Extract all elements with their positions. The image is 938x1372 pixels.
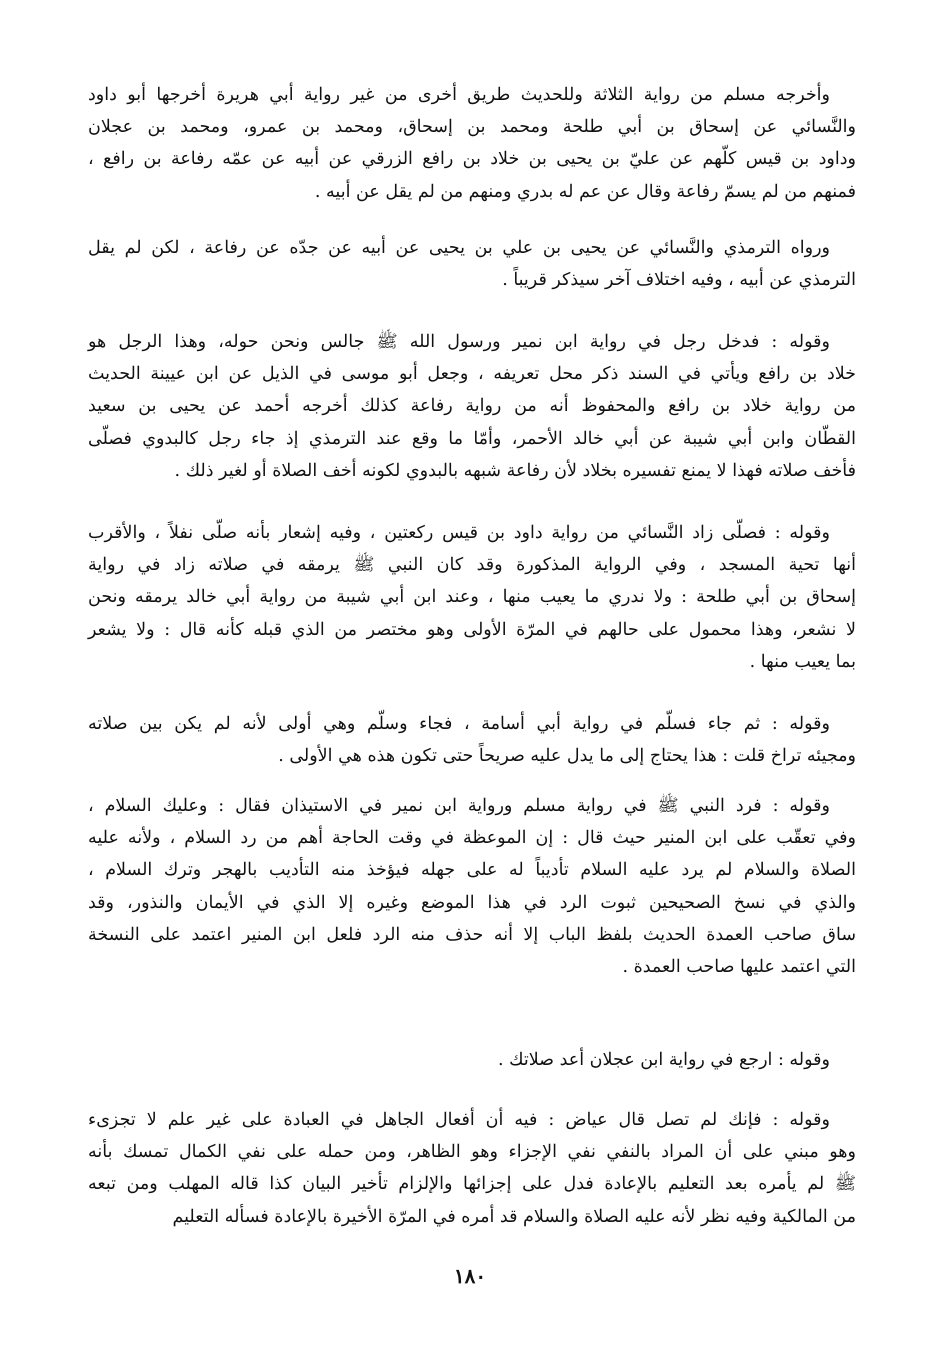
text-line: فمنهم من لم يسمّ رفاعة وقال عن عم له بدري ومنهم من لم يقل عن أبيه . <box>314 181 856 202</box>
text-line: فأخف صلاته فهذا لا يمنع تفسيره بخلاد لأن رفاعة شبهه بالبدوي لكونه أخف الصلاة أو لغير ذلك . <box>174 460 856 481</box>
paragraph <box>88 1104 856 1233</box>
text-line: والذي في نسخ الصحيحين ثبوت الرد في هذا الموضع وغيره إلا الذي في الأيمان والنذور، وقد <box>88 892 856 913</box>
text-line: وقوله : فصلّى زاد النَّسائي من رواية داود بن قيس ركعتين ، وفيه إشعار بأنه صلّى نفلاً ، والأقرب <box>88 523 830 543</box>
text-line: وقوله : فإنك لم تصل قال عياض : فيه أن أفعال الجاهل في العبادة على غير علم لا تجزىء <box>88 1110 830 1130</box>
text-line: خلاد بن رافع ويأتي في السند ذكر محل تعريفه ، وجعل أبو موسى في الذيل عن ابن عيينة الحديث <box>88 364 856 385</box>
text-line: وأخرجه مسلم من رواية الثلاثة وللحديث طريق أخرى من غير رواية أبي هريرة أخرجها أبو داود <box>88 85 830 105</box>
text-line: والنَّسائي عن إسحاق بن أبي طلحة ومحمد بن إسحاق، ومحمد بن عمرو، ومحمد بن عجلان <box>88 117 856 138</box>
text-line: وقوله : ثم جاء فسلّم في رواية أبي أسامة ، فجاء وسلّم وهي أولى لأنه لم يكن بين صلاته <box>88 714 830 734</box>
text-line: القطّان وابن أبي شيبة عن أبي خالد الأحمر، وأمّا ما وقع عند الترمذي إذ جاء رجل كالبدوي فصلّى <box>88 428 856 449</box>
text-line: ورواه الترمذي والنَّسائي عن يحيى بن علي بن يحيى عن أبيه عن جدّه عن رفاعة ، لكن لم يقل <box>88 238 830 258</box>
text-line: وقوله : فدخل رجل في رواية ابن نمير ورسول الله ﷺ جالس ونحن حوله، وهذا الرجل هو <box>88 332 830 352</box>
page-number: ١٨٠ <box>453 1264 487 1288</box>
paragraph <box>88 326 856 487</box>
text-line: ومجيئه تراخ قلت : هذا يحتاج إلى ما يدل عليه صريحاً حتى تكون هذه هي الأولى . <box>278 746 856 767</box>
paragraph <box>88 708 856 772</box>
paragraph <box>88 517 856 678</box>
text-line: من رواية خلاد بن رافع والمحفوظ أنه من رواية رفاعة كذلك أخرجه أحمد عن يحيى بن سعيد <box>88 396 856 417</box>
text-line: إسحاق بن أبي طلحة : ولا ندري ما يعيب منها ، وعند ابن أبي شيبة من رواية أبي خالد يرمقه ونحن <box>88 587 856 608</box>
text-line: ﷺ لم يأمره بعد التعليم بالإعادة فدل على إجزائها والإلزام تأخير البيان كذا قاله المهلب ومن تبعه <box>88 1174 856 1195</box>
paragraph <box>88 1044 856 1076</box>
text-line: التي اعتمد عليها صاحب العمدة . <box>622 956 856 977</box>
text-line: وفي تعقّب على ابن المنير حيث قال : إن الموعظة في وقت الحاجة أهم من رد السلام ، ولأنه عليه <box>88 828 856 849</box>
text-line: بما يعيب منها . <box>749 651 856 672</box>
text-line: وداود بن قيس كلّهم عن عليّ بن يحيى بن خلاد بن رافع الزرقي عن أبيه عن عمّه رفاعة بن رافع ، <box>88 149 856 170</box>
text-line: وقوله : فرد النبي ﷺ في رواية مسلم ورواية ابن نمير في الاستيذان فقال : وعليك السلام ، <box>88 796 830 816</box>
paragraph <box>88 790 856 983</box>
text-line: وقوله : ارجع في رواية ابن عجلان أعد صلاتك . <box>497 1050 830 1070</box>
text-line: الترمذي عن أبيه ، وفيه اختلاف آخر سيذكر قريباً . <box>502 270 856 291</box>
text-line: وهو مبني على أن المراد بالنفي نفي الإجزاء وهو الظاهر، ومن حمله على نفي الكمال تمسك بأنه <box>88 1142 856 1163</box>
paragraph <box>88 232 856 296</box>
text-line: ساق صاحب العمدة الحديث بلفظ الباب إلا أنه حذف منه الرد فلعل ابن المنير اعتمد على النسخة <box>88 924 856 945</box>
text-line: من المالكية وفيه نظر لأنه عليه الصلاة والسلام قد أمره في المرّة الأخيرة بالإعادة فسأله التعليم <box>172 1206 856 1227</box>
text-line: لا نشعر، وهذا محمول على حالهم في المرّة الأولى وهو مختصر من الذي قبله كأنه قال : ولا يشعر <box>88 619 856 640</box>
paragraph <box>88 79 856 208</box>
text-line: الصلاة والسلام لم يرد عليه السلام تأديباً له على جهله فيؤخذ منه التأديب بالهجر وترك السلام ، <box>88 860 856 881</box>
text-line: أنها تحية المسجد ، وفي الرواية المذكورة وقد كان النبي ﷺ يرمقه في صلاته زاد في رواية <box>88 555 856 576</box>
